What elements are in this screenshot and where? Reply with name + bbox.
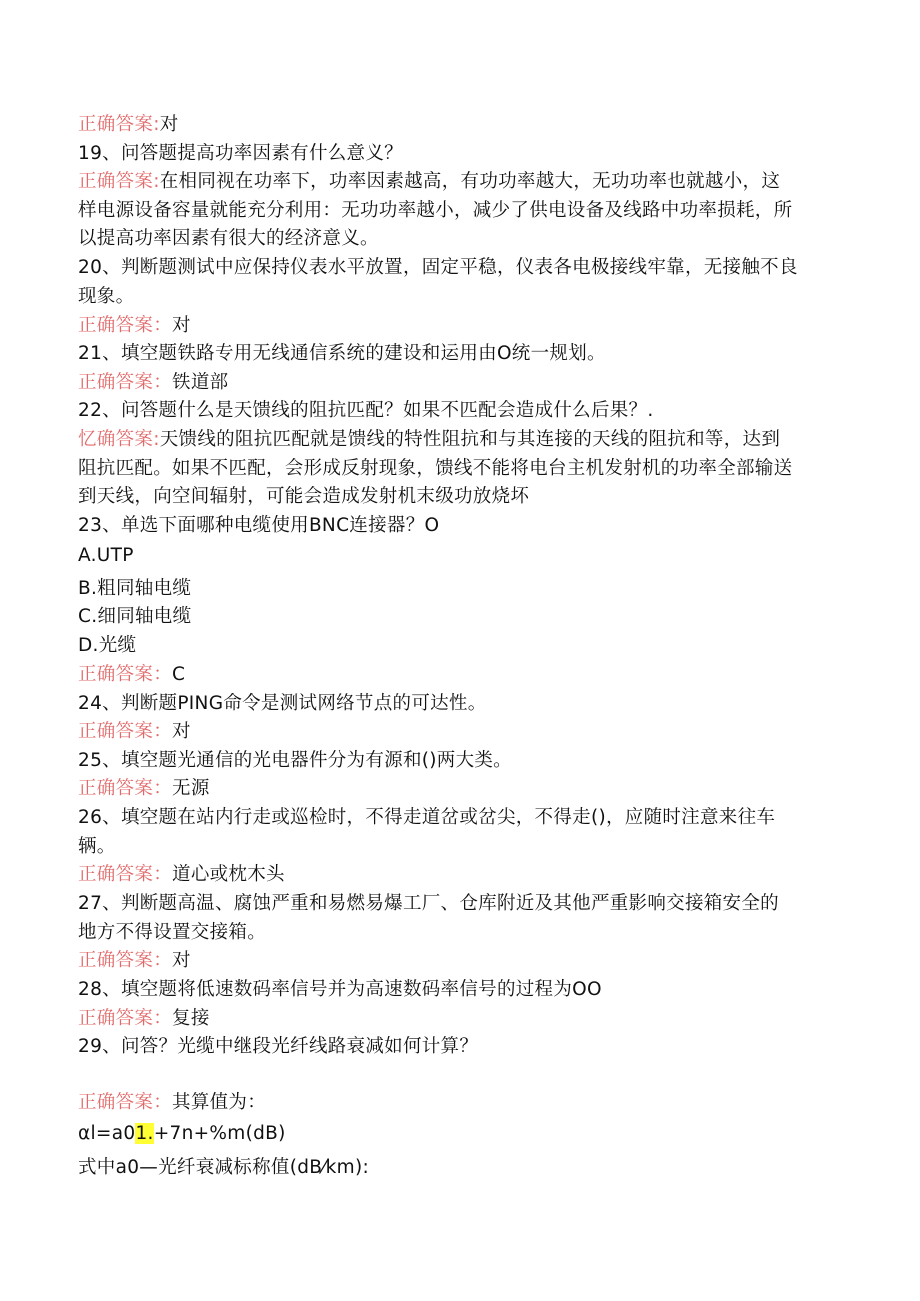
answer-line: [78, 863, 285, 887]
question-26: 26、填空题在站内行走或巡检时，不得走道岔或岔尖，不得走()，应随时注意来往车: [78, 807, 776, 828]
question-20: 20、判断题测试中应保持仪表水平放置，固定平稳，仪表各电极接线牢靠，无接触不良: [78, 257, 798, 278]
option-d: D.光缆: [78, 635, 137, 656]
formula-line: [78, 1122, 286, 1146]
answer-text: 在相同视在功率下，功率因素越高，有功功率越大，无功功率也就越小，这: [159, 171, 781, 192]
answer-label: 正确答案：: [78, 864, 173, 885]
answer-continuation: 样电源设备容量就能充分利用：无功功率越小，减少了供电设备及线路中功率损耗，所: [78, 200, 793, 221]
question-21: 21、填空题铁路专用无线通信系统的建设和运用由O统一规划。: [78, 343, 606, 364]
question-continuation: 辆。: [78, 836, 116, 857]
question-29: 29、问答？光缆中继段光纤线路衰减如何计算？: [78, 1036, 479, 1057]
answer-label: 正确答案：: [78, 315, 173, 336]
formula-start: αl=a0: [78, 1123, 136, 1144]
answer-label: 正确答案：: [78, 950, 173, 971]
question-24: 24、判断题PING命令是测试网络节点的可达性。: [78, 693, 487, 714]
answer-label: 正确答案：: [78, 1092, 173, 1113]
answer-line: [78, 1007, 210, 1031]
answer-line: [78, 113, 179, 137]
formula-note: 式中a0—光纤衰减标称值(dB⁄km):: [78, 1157, 370, 1178]
question-25: 25、填空题光通信的光电器件分为有源和()两大类。: [78, 750, 512, 771]
answer-label: 正确答案:: [78, 114, 160, 135]
answer-text: 复接: [172, 1008, 210, 1029]
formula-highlight: 1.: [135, 1123, 154, 1144]
answer-label: 正确答案：: [78, 721, 173, 742]
answer-text: 对: [172, 315, 191, 336]
answer-continuation: 以提高功率因素有很大的经济意义。: [78, 228, 379, 249]
answer-text: C: [172, 664, 186, 685]
answer-text: 对: [159, 114, 179, 135]
answer-line: [78, 428, 780, 452]
answer-text: 道心或枕木头: [172, 864, 285, 885]
question-continuation: 现象。: [78, 286, 135, 307]
question-continuation: 地方不得设置交接箱。: [78, 922, 267, 943]
answer-label: 正确答案：: [78, 664, 173, 685]
answer-line: [78, 314, 191, 338]
question-23: 23、单选下面哪种电缆使用BNC连接器？O: [78, 515, 440, 536]
answer-line: [78, 949, 191, 973]
question-27: 27、判断题高温、腐蚀严重和易燃易爆工厂、仓库附近及其他严重影响交接箱安全的: [78, 893, 779, 914]
answer-text: 无源: [172, 778, 210, 799]
answer-label: 忆确答案:: [78, 429, 160, 450]
answer-text: 对: [172, 721, 191, 742]
answer-line: [78, 170, 780, 194]
answer-line: [78, 777, 210, 801]
answer-label: 正确答案：: [78, 372, 173, 393]
question-22: 22、问答题什么是天馈线的阻抗匹配？如果不匹配会造成什么后果？.: [78, 400, 654, 421]
formula-end: +7n+%m(dB): [153, 1123, 286, 1144]
option-c: C.细同轴电缆: [78, 606, 192, 627]
answer-text: 天馈线的阻抗匹配就是馈线的特性阻抗和与其连接的天线的阻抗和等，达到: [159, 429, 781, 450]
answer-text: 其算值为：: [172, 1092, 267, 1113]
answer-line: [78, 371, 228, 395]
answer-line: [78, 1091, 266, 1115]
answer-label: 正确答案：: [78, 778, 173, 799]
option-b: B.粗同轴电缆: [78, 578, 192, 599]
answer-label: 正确答案：: [78, 1008, 173, 1029]
question-19: 19、问答题提高功率因素有什么意义？: [78, 143, 403, 164]
option-a: A.UTP: [78, 545, 134, 566]
answer-line: [78, 720, 191, 744]
answer-label: 正确答案:: [78, 171, 160, 192]
answer-continuation: 到天线，向空间辐射，可能会造成发射机末级功放烧坏: [78, 486, 530, 507]
answer-text: 对: [172, 950, 191, 971]
answer-continuation: 阻抗匹配。如果不匹配，会形成反射现象，馈线不能将电台主机发射机的功率全部输送: [78, 458, 793, 479]
answer-line: [78, 663, 185, 687]
answer-text: 铁道部: [172, 372, 229, 393]
question-28: 28、填空题将低速数码率信号并为高速数码率信号的过程为OO: [78, 979, 602, 1000]
